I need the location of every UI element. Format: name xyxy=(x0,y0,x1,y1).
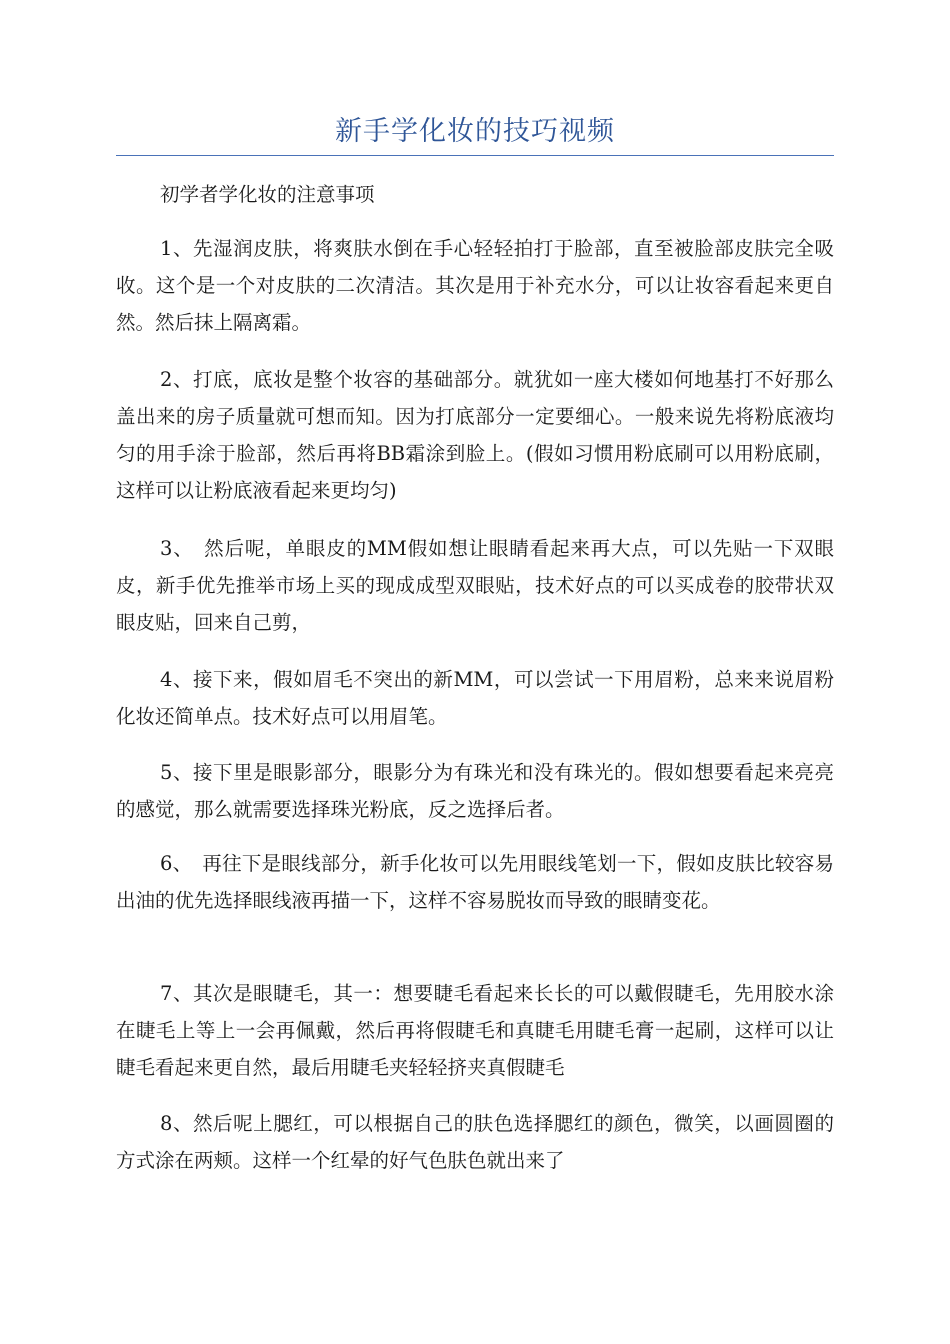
paragraph-8: 8、然后呢上腮红，可以根据自己的肤色选择腮红的颜色，微笑，以画圆圈的方式涂在两颊。这样一个红晕的好气色肤色就出来了 xyxy=(116,1112,834,1172)
paragraph-4: 4、接下来，假如眉毛不突出的新MM，可以尝试一下用眉粉，总来来说眉粉化妆还简单点。技术好点可以用眉笔。 xyxy=(116,668,834,728)
paragraph-2: 2、打底，底妆是整个妆容的基础部分。就犹如一座大楼如何地基打不好那么盖出来的房子质量就可想而知。因为打底部分一定要细心。一般来说先将粉底液均匀的用手涂于脸部，然后再将BB霜涂到脸上。(假如习惯用粉底刷可以用粉底刷，这样可以让粉底液看起来更均匀) xyxy=(116,368,834,502)
paragraph-5: 5、接下里是眼影部分，眼影分为有珠光和没有珠光的。假如想要看起来亮亮的感觉，那么就需要选择珠光粉底，反之选择后者。 xyxy=(116,761,834,821)
paragraph-1: 1、先湿润皮肤，将爽肤水倒在手心轻轻拍打于脸部，直至被脸部皮肤完全吸收。这个是一个对皮肤的二次清洁。其次是用于补充水分，可以让妆容看起来更自然。然后抹上隔离霜。 xyxy=(116,237,834,334)
paragraph-3: 3、 然后呢，单眼皮的MM假如想让眼睛看起来再大点，可以先贴一下双眼皮，新手优先推举市场上买的现成成型双眼贴，技术好点的可以买成卷的胶带状双眼皮贴，回来自己剪， xyxy=(116,537,834,634)
paragraph-7: 7、其次是眼睫毛，其一：想要睫毛看起来长长的可以戴假睫毛，先用胶水涂在睫毛上等上一会再佩戴，然后再将假睫毛和真睫毛用睫毛膏一起刷，这样可以让睫毛看起来更自然，最后用睫毛夹轻轻挤夹真假睫毛 xyxy=(116,982,834,1079)
section-subtitle: 初学者学化妆的注意事项 xyxy=(160,183,375,206)
page-title: 新手学化妆的技巧视频 xyxy=(335,116,615,147)
title-underline xyxy=(116,155,834,156)
paragraph-6: 6、 再往下是眼线部分，新手化妆可以先用眼线笔划一下，假如皮肤比较容易出油的优先选择眼线液再描一下，这样不容易脱妆而导致的眼睛变花。 xyxy=(116,852,834,912)
